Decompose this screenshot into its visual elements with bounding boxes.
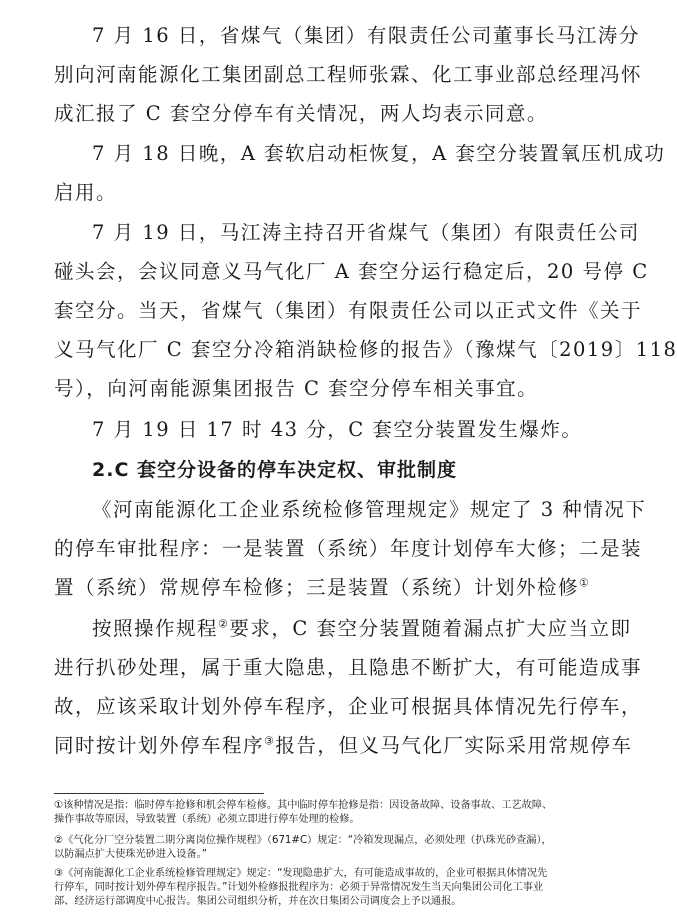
footnote-divider <box>54 793 264 794</box>
paragraph-text: 按照操作规程 <box>92 617 219 640</box>
paragraph-line: 7 月 19 日，马江涛主持召开省煤气（集团）有限责任公司 <box>92 221 640 244</box>
paragraph-line: 别向河南能源化工集团副总工程师张霖、化工事业部总经理冯怀 <box>54 63 643 86</box>
paragraph-line <box>54 574 644 602</box>
footnote-mark-3: ③ <box>264 734 276 748</box>
footnote-line: 操作事故等原因，导致装置（系统）必须立即进行停车处理的检修。 <box>54 814 360 825</box>
paragraph-line: 7 月 18 日晚，A 套软启动柜恢复，A 套空分装置氧压机成功 <box>92 142 666 165</box>
paragraph-line: 启用。 <box>54 181 118 204</box>
paragraph-line: 《河南能源化工企业系统检修管理规定》规定了 3 种情况下 <box>92 498 647 521</box>
footnote-line: 以防漏点扩大使珠光砂进入设备。” <box>54 849 207 860</box>
paragraph-line: 故，应该采取计划外停车程序，企业可根据具体情况先行停车， <box>54 695 643 718</box>
paragraph-line <box>92 615 677 643</box>
footnote-mark-2: ② <box>218 617 230 631</box>
footnote-line: ③《河南能源化工企业系统检修管理规定》规定：“发现隐患扩大，有可能造成事故的，企业可根据具体情况先 <box>54 868 548 879</box>
footnote-line: ②《气化分厂空分装置二期分离岗位操作规程》（671#C）规定：“冷箱发现漏点，必须处理（扒珠光砂查漏）， <box>54 835 552 846</box>
paragraph-line <box>54 732 644 760</box>
footnote-line: 行停车，同时按计划外停车程序报告。”计划外检修报批程序为：必须于异常情况发生当天向集团公司化工事业 <box>54 882 544 893</box>
paragraph-text: 报告，但义马气化厂实际采用常规停车 <box>275 734 633 757</box>
section-heading: 2.C 套空分设备的停车决定权、审批制度 <box>92 459 457 481</box>
paragraph-line: 7 月 19 日 17 时 43 分，C 套空分装置发生爆炸。 <box>92 418 583 441</box>
footnote-mark-1: ① <box>579 576 591 590</box>
paragraph-line: 7 月 16 日，省煤气（集团）有限责任公司董事长马江涛分 <box>92 24 640 47</box>
paragraph-text: 置（系统）常规停车检修；三是装置（系统）计划外检修 <box>54 576 580 599</box>
paragraph-line: 碰头会，会议同意义马气化厂 A 套空分运行稳定后，20 号停 C <box>54 260 649 283</box>
paragraph-line: 进行扒砂处理，属于重大隐患，且隐患不断扩大，有可能造成事 <box>54 656 643 679</box>
paragraph-line: 套空分。当天，省煤气（集团）有限责任公司以正式文件《关于 <box>54 299 643 322</box>
footnote-line: 部、经济运行部调度中心报告。集团公司组织分析，并在次日集团公司调度会上予以通报。 <box>54 896 462 907</box>
paragraph-text: 同时按计划外停车程序 <box>54 734 265 757</box>
paragraph-line: 义马气化厂 C 套空分冷箱消缺检修的报告》（豫煤气〔2019〕118 <box>54 338 677 361</box>
paragraph-line: 的停车审批程序：一是装置（系统）年度计划停车大修；二是装 <box>54 537 643 560</box>
paragraph-line: 成汇报了 C 套空分停车有关情况，两人均表示同意。 <box>54 102 548 125</box>
paragraph-line: 号），向河南能源集团报告 C 套空分停车相关事宜。 <box>54 377 539 400</box>
paragraph-text: 要求，C 套空分装置随着漏点扩大应当立即 <box>229 617 632 640</box>
footnote-line: ①该种情况是指：临时停车抢修和机会停车检修。其中临时停车抢修是指：因设备故障、设备事故、工艺故障、 <box>54 800 553 811</box>
